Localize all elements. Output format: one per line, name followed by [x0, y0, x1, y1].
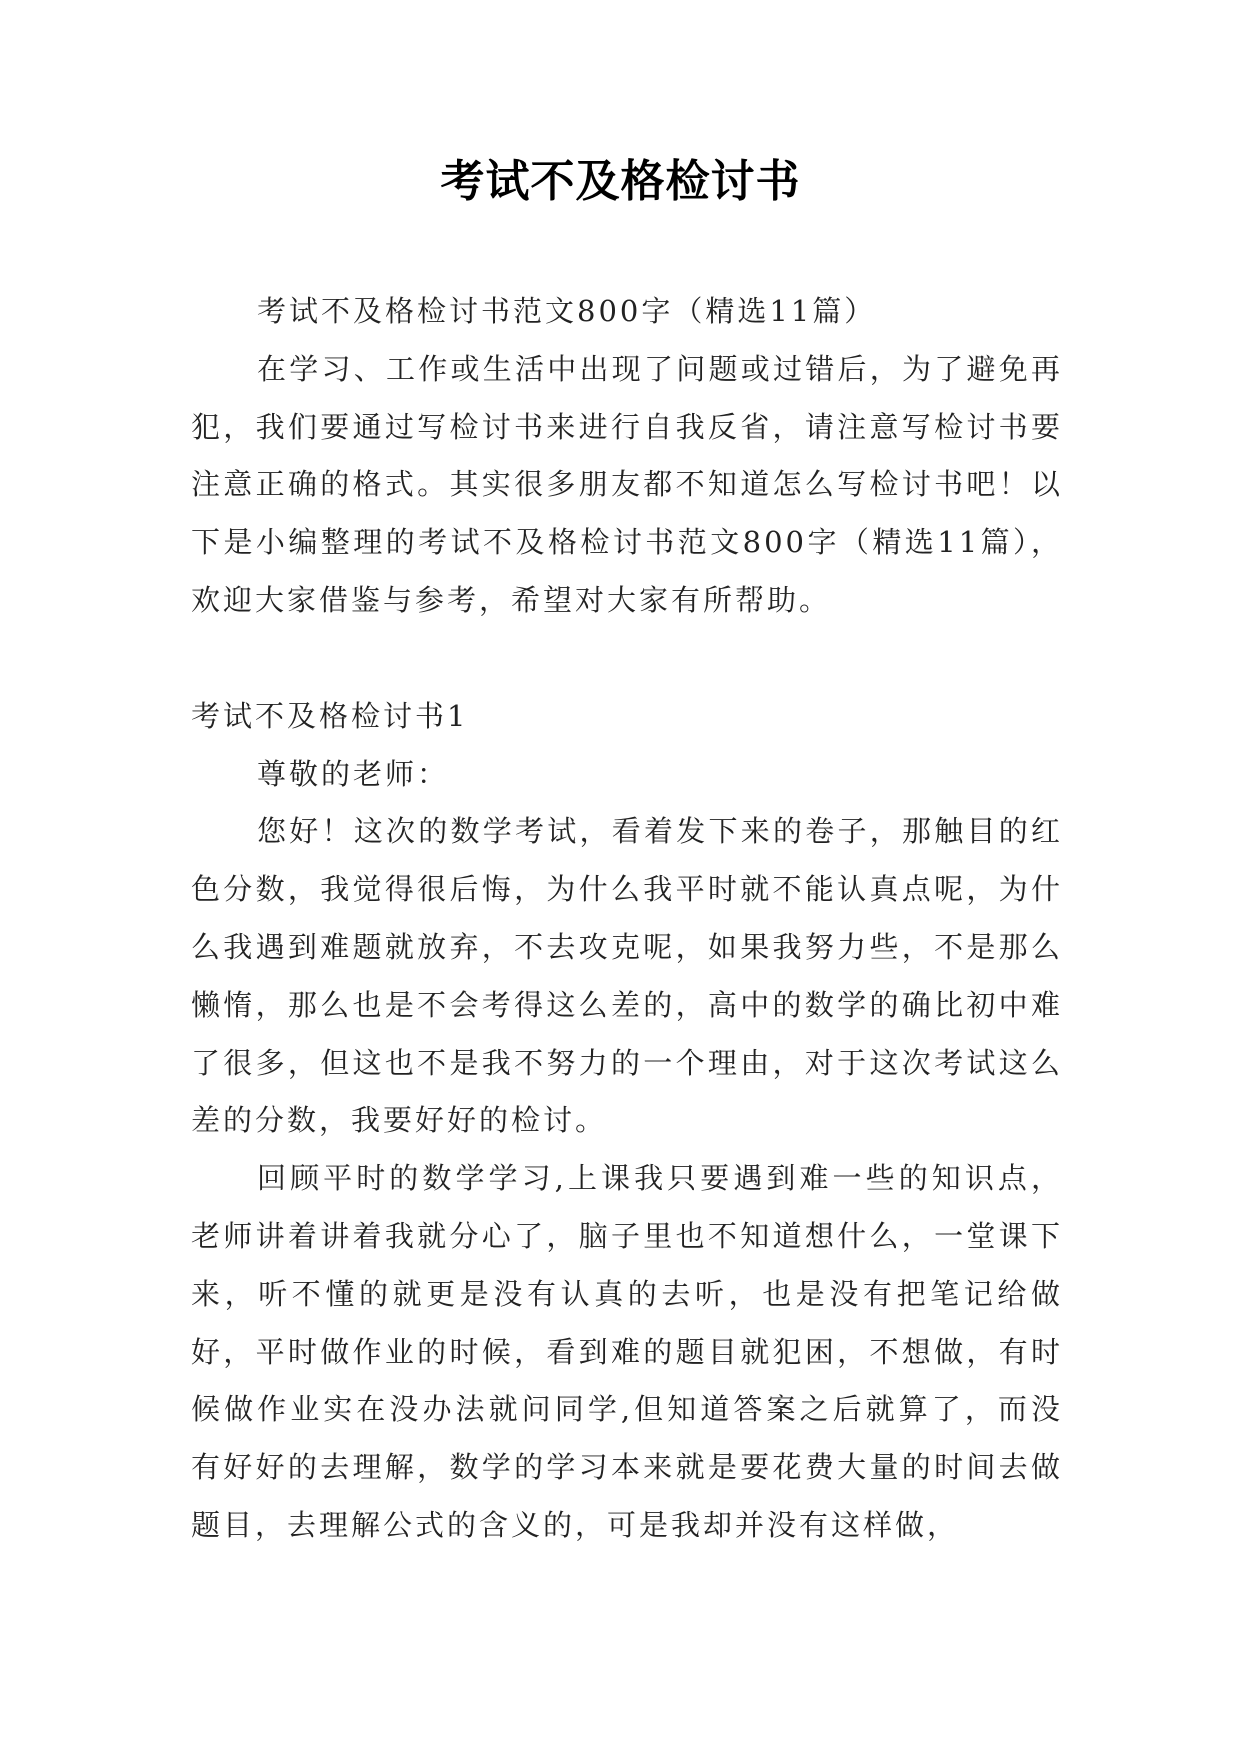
body-paragraph: 回顾平时的数学学习,上课我只要遇到难一些的知识点，老师讲着讲着我就分心了，脑子里也不知道想什么，一堂课下来，听不懂的就更是没有认真的去听，也是没有把笔记给做好，平时做作业的时候，看到难的题目就犯困，不想做，有时候做作业实在没办法就问同学,但知道答案之后就算了，而没有好好的去理解，数学的学习本来就是要花费大量的时间去做题目，去理解公式的含义的，可是我却并没有这样做， — [191, 1161, 1063, 1542]
body-paragraph: 您好！这次的数学考试，看着发下来的卷子，那触目的红色分数，我觉得很后悔，为什么我平时就不能认真点呢，为什么我遇到难题就放弃，不去攻克呢，如果我努力些，不是那么懒惰，那么也是不会考得这么差的，高中的数学的确比初中难了很多，但这也不是我不努力的一个理由，对于这次考试这么差的分数，我要好好的检讨。 — [191, 814, 1063, 1138]
section-heading: 考试不及格检讨书1 — [191, 698, 469, 733]
salutation: 尊敬的老师： — [257, 756, 450, 791]
intro-paragraph: 在学习、工作或生活中出现了问题或过错后，为了避免再犯，我们要通过写检讨书来进行自我反省，请注意写检讨书要注意正确的格式。其实很多朋友都不知道怎么写检讨书吧！以下是小编整理的考试不及格检讨书范文800字（精选11篇），欢迎大家借鉴与参考，希望对大家有所帮助。 — [191, 351, 1063, 617]
document-title: 考试不及格检讨书 — [440, 156, 801, 207]
document-body — [191, 283, 1063, 1555]
section-spacer — [191, 630, 1063, 688]
document-subtitle: 考试不及格检讨书范文800字（精选11篇） — [257, 294, 877, 328]
